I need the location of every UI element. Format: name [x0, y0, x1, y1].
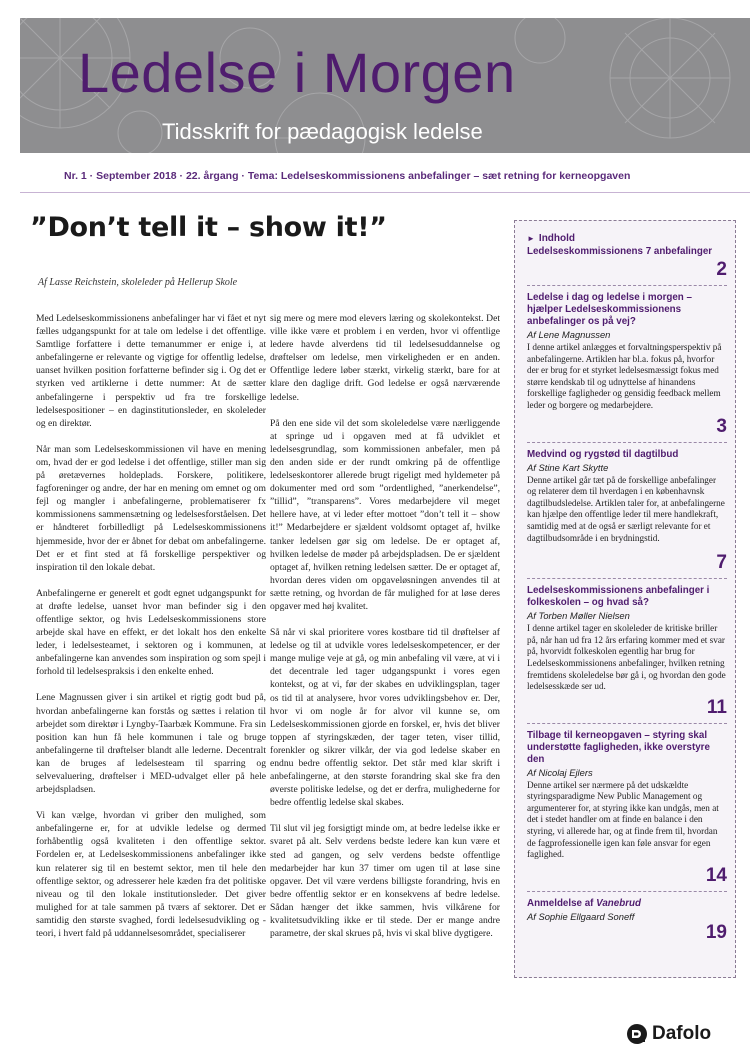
toc-entry-description: I denne artikel anlægges et forvaltningsperspektiv på anbefalingerne. Artiklen har bl.a. fokus på, hvorfor der er brug for et styrket ledelsesmæssigt fokus med større kendskab til og udnyttelse af hinandens forskellige fagligheder og gensidig feedback mellem leder og borgere og medarbejdere. [527, 342, 722, 410]
toc-page-number: 14 [705, 864, 727, 886]
triangle-right-icon: ► [527, 234, 535, 243]
toc-page-number: 7 [716, 552, 727, 574]
toc-entry-title: Ledelseskommissionens 7 anbefalinger [527, 246, 713, 257]
toc-entry[interactable] [527, 891, 727, 944]
publisher-logo [626, 1022, 711, 1046]
masthead [20, 18, 750, 153]
publication-title: Ledelse i Morgen [78, 41, 516, 104]
toc-entry-author: Af Nicolaj Ejlers [527, 766, 593, 778]
toc-entry-title: Ledelseskommissionens anbefalinger i folkeskolen – og hvad så? [527, 585, 710, 609]
paragraph: Når man som Ledelseskommissionen vil have en mening om, hvad der er god ledelse i det offentlige, stiller man sig på øretævernes holdeplads. Forskere, politikere, fagforeninger og andre, der har en mening om emnet og om fejl og mangler i anbefalingerne, problematiserer fx kommissionens sammensætning og ledelsesforståelsen. Det er håndteret forbilledligt på Ledelseskommissionens hjemmeside, hvor der er åbnet for debat om anbefalingerne. Det er et fint sted at få forskellige perspektiver og inspiration til den lokale debat. [36, 443, 266, 573]
paragraph: Lene Magnussen giver i sin artikel et rigtig godt bud på, hvordan anbefalingerne kan forstås og sættes i relation til arbejdet som direktør i Lyngby-Taarbæk Kommune. Fra sin position kan hun få hele kommunen i tale og bruge anbefalingerne til drøftelser blandt alle lederne. Decentralt kan de bruges af ledelsesteam til sparring og selvevaluering, drøftelser i MED-udvalget eller på hele arbejdspladsen. [36, 692, 266, 796]
issue-info: Nr. 1 · September 2018 · 22. årgang · Tema: Ledelseskommissionens anbefalinger – sæt retning for kerneopgaven [64, 170, 631, 182]
article-column-1 [36, 312, 266, 953]
toc-entry-title: Tilbage til kerneopgaven – styring skal understøtte fagligheden, ikke overstyre den [527, 729, 710, 765]
toc-header [527, 233, 727, 244]
table-of-contents [514, 220, 736, 978]
toc-entry[interactable] [527, 285, 727, 438]
publication-subtitle: Tidsskrift for pædagogisk ledelse [162, 119, 483, 144]
toc-entry[interactable] [527, 578, 727, 719]
toc-entry[interactable] [527, 442, 727, 575]
toc-entry-title-book: Vanebrud [596, 897, 641, 909]
divider [20, 192, 750, 193]
publisher-name: Dafolo [652, 1023, 712, 1044]
paragraph: sig mere og mere mod elevers læring og skolekontekst. Det ville ikke være et problem i en verden, hvor vi offentlige ledere havde alverdens tid til ledelsesuddannelse og drøftelser om ledelse, men virkeligheden er en anden. Offentlige ledere løber stærkt, virkelig stærkt, bare for at klare den daglige drift. God ledelse er også nærværende ledelse. [270, 313, 500, 403]
toc-entry-title: Medvind og rygstød til dagtilbud [527, 448, 679, 460]
paragraph: Til slut vil jeg forsigtigt minde om, at bedre ledelse ikke er svaret på alt. Selv verdens bedste ledere kan kun være et sted ad gangen, og selv verdens bedste offentlige medarbejder har kun 37 timer om ugen til at løse sine opgaver. Det vil være verdens billigste forandring, hvis en bedre offentlig sektor er en konsekvens af bedre ledelse. Sådan hænger det ikke sammen, hvis vilkårene for kvalitetsudvikling ikke er til stede. Der er mange andre parametre, der skal skrues på, hvis vi skal blive dygtigere. [270, 823, 500, 940]
article-column-2 [270, 312, 500, 953]
toc-page-number: 2 [716, 259, 727, 280]
toc-entry-description: I denne artikel tager en skoleleder de kritiske briller på, når han ud fra 12 års erfaring kommer med et svar på, hvorvidt folkeskolen egentlig har brug for Ledelseskommissionens anbefalinger, hvilken retning fremtidens skoleledelse bør gå i, og hvordan den gode ledelsesskæde ser ud. [527, 623, 726, 692]
toc-entry[interactable] [527, 723, 727, 887]
toc-page-number: 19 [705, 921, 727, 943]
paragraph: Anbefalingerne er generelt et godt egnet udgangspunkt for at drøfte ledelse, uanset hvor man befinder sig i den offentlige sektor, og hvis Ledelseskommissionens store arbejde skal have en effekt, er det lokalt hos den enkelte leder, i ledelsesteamet, i sektoren og i kommunen, at anbefalingerne kan anvendes som inspiration og som spejl i forhold til ledelsespraksis i den enkelte enhed. [36, 587, 266, 678]
toc-entry-author: Af Sophie Ellgaard Soneff [527, 910, 635, 922]
article-byline: Af Lasse Reichstein, skoleleder på Hellerup Skole [38, 277, 238, 288]
toc-entry-title: Ledelse i dag og ledelse i morgen – hjælper Ledelseskommissionens anbefalinger os på vej? [527, 292, 692, 327]
article-title: ”Don’t tell it – show it!” [30, 212, 387, 243]
toc-entry[interactable] [527, 246, 727, 281]
paragraph: På den ene side vil det som skoleledelse være nærliggende at springe ud i opgaven med at få udviklet et ledelsesgrundlag, som kommissionen anbefaler, men på den anden side er der rundt omkring på de offentlige ledelseskontorer allerede brugt rigeligt med hyldemeter på dokumenter med ord som ”ordentlighed, ”anerkendelse”, ”tillid”, ”transparens”. Vores medarbejdere vil meget hellere have, at vi leder efter mottoet ”don’t tell it – show it!” Medarbejdere er sjældent voldsomt optaget af, hvilke tanker ledelsen gør sig om ledelse. De er optaget af, hvilken ledelse de møder på arbejdspladsen. De er sjældent optaget af, hvilken retning ledelsen sætter. De er optaget af, hvordan deres viden om opgaveløsningen anvendes til at sætte retning, og hvordan de får mulighed for at løse deres opgaver med høj kvalitet. [270, 417, 500, 612]
dafolo-logo-icon [626, 1023, 648, 1045]
toc-header-label: Indhold [538, 233, 576, 244]
toc-entry-author: Af Lene Magnussen [527, 329, 611, 340]
toc-entry-title-prefix: Anmeldelse af [527, 897, 597, 909]
toc-page-number: 11 [706, 696, 727, 718]
paragraph: Så når vi skal prioritere vores kostbare tid til drøftelser af ledelse og til at udvikle vores ledelseskompetencer, er der mange mulige veje at gå, og min anbefaling vil være, at vi i det decentrale led tager udgangspunkt i vores egen kontekst, og at vi, før der skabes en udviklingsplan, tager os tid til at analysere, hvor vores udviklingsbehov er. Der, hvor vi om nogle år for alvor vil kunne se, om Ledelseskommissionen gjorde en forskel, er, hvis det bliver toppen af styringskæden, der tager teten, viser tillid, forenkler og sikrer vilkår, der via god ledelse skaber en endnu bedre offentlig sektor. Det står med klar skrift i anbefalingerne, at den største forandring skal ske fra den øverste politiske ledelse, og det er derfra, mulighederne for bedre offentlig ledelse skal skabes. [270, 627, 500, 809]
toc-entry-description: Denne artikel går tæt på de forskellige anbefalinger og relaterer dem til hverdagen i en københavnsk dagtilbudsledelse. Artiklen taler for, at anbefalingerne kan hjælpe den offentlige leder til mere handlekraft, samtidig med at de også er særligt relevante for et dagtilbudsområde i en brydningstid. [527, 474, 725, 543]
toc-entry-author: Af Stine Kart Skytte [527, 461, 609, 473]
paragraph: Med Ledelseskommissionens anbefalinger har vi fået et nyt fælles udgangspunkt for at tale om ledelse i det offentlige. Samtlige forfattere i dette temanummer er enige i, at anbefalingerne er relevante og vigtige for offentlig ledelse, uanset hvilken position forfatterne befinder sig i. Og det er styrken ved artiklerne i dette nummer: At de sætter anbefalingerne i perspektiv ud fra tre forskellige ledelsespositioner – en daginstitutionsleder, en skoleleder og en direktør. [36, 313, 266, 429]
toc-entry-description: Denne artikel ser nærmere på det udskældte styringsparadigme New Public Management og argumenterer for, at styring ikke kan undgås, men at det i stedet handler om at finde en balance i den styring, vi allerede har, og at finde frem til, hvordan de fagprofessionelle igen kan føle ansvar for egen faglighed. [527, 779, 719, 860]
toc-page-number: 3 [716, 415, 727, 437]
toc-entry-title [527, 898, 727, 910]
paragraph: Vi kan vælge, hvordan vi griber den mulighed, som anbefalingerne er, for at udvikle ledelse og dermed forhåbentlig også kvaliteten i den offentlige sektor. Fordelen er, at Ledelseskommissionens anbefalinger ikke kun relaterer sig til en bestemt sektor, men til hele den offentlige sektor, og adresserer hele kæden fra det politiske niveau og til den lokale institutionsleder. Det giver mulighed for at tale sammen på tværs af sektorer. Det er samtidig den største svaghed, fordi ledelsesudvikling og -teori, i hvert fald på uddannelsesområdet, specialiserer [36, 810, 266, 940]
toc-entry-author: Af Torben Møller Nielsen [527, 610, 630, 622]
